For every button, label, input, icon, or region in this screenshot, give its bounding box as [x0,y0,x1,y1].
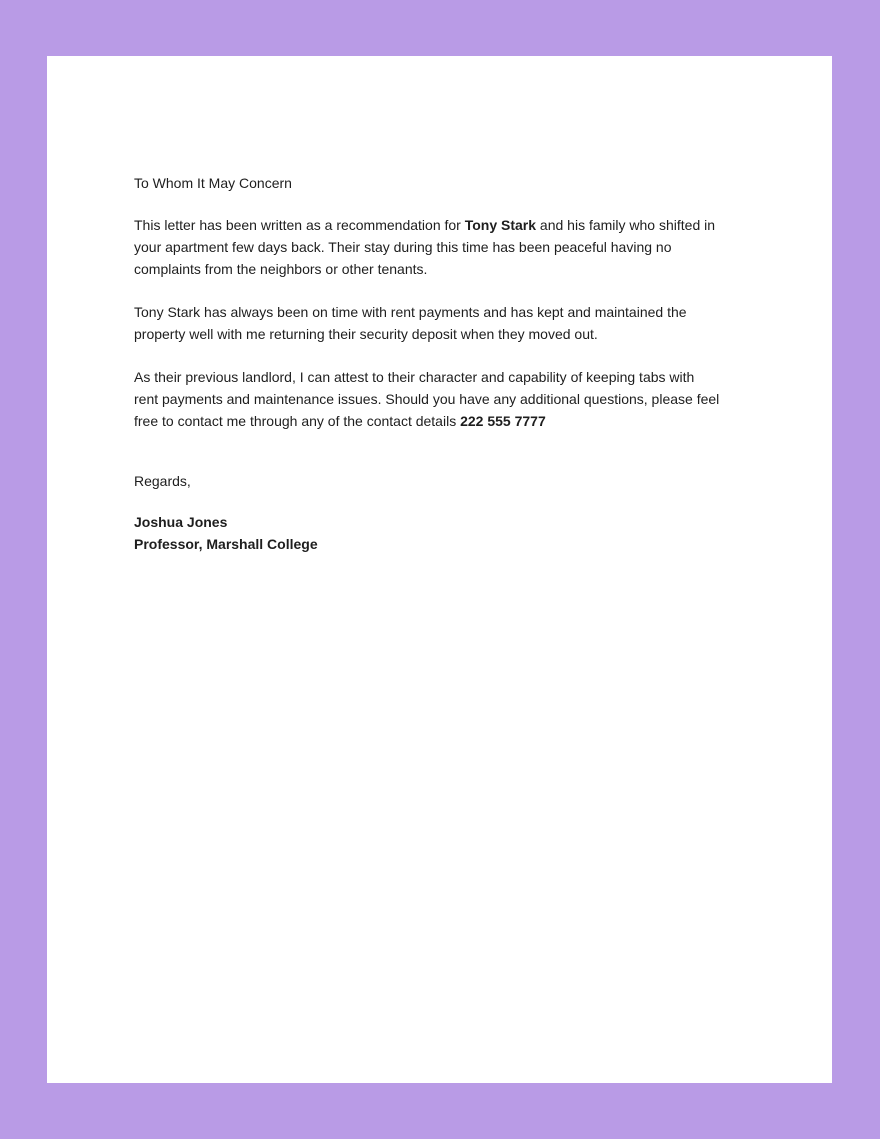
letter-page [47,56,832,1083]
closing: Regards, [134,473,191,489]
greeting: To Whom It May Concern [134,175,292,191]
paragraph-attestation [134,366,754,432]
paragraph-line: your apartment few days back. Their stay during this time has been peaceful having no [134,239,672,255]
paragraph-line: rent payments and maintenance issues. Should you have any additional questions, please feel [134,391,720,407]
text-span: and his family who shifted in [536,217,716,233]
paragraph-recommendation [134,214,754,280]
signer-title: Professor, Marshall College [134,536,318,552]
paragraph-line [134,214,754,236]
signature-block [134,511,754,555]
paragraph-line: property well with me returning their security deposit when they moved out. [134,326,598,342]
paragraph-line: As their previous landlord, I can attest to their character and capability of keeping tabs with [134,369,695,385]
paragraph-line: Tony Stark has always been on time with rent payments and has kept and maintained the [134,304,687,320]
letter-body [134,172,754,555]
paragraph-payment-history [134,301,754,345]
signer-name: Joshua Jones [134,514,228,530]
paragraph-line [134,410,754,432]
text-span: This letter has been written as a recommendation for [134,217,465,233]
tenant-name: Tony Stark [464,217,537,233]
paragraph-line: complaints from the neighbors or other tenants. [134,261,428,277]
contact-phone: 222 555 7777 [460,413,546,429]
text-span: free to contact me through any of the contact details [134,413,461,429]
